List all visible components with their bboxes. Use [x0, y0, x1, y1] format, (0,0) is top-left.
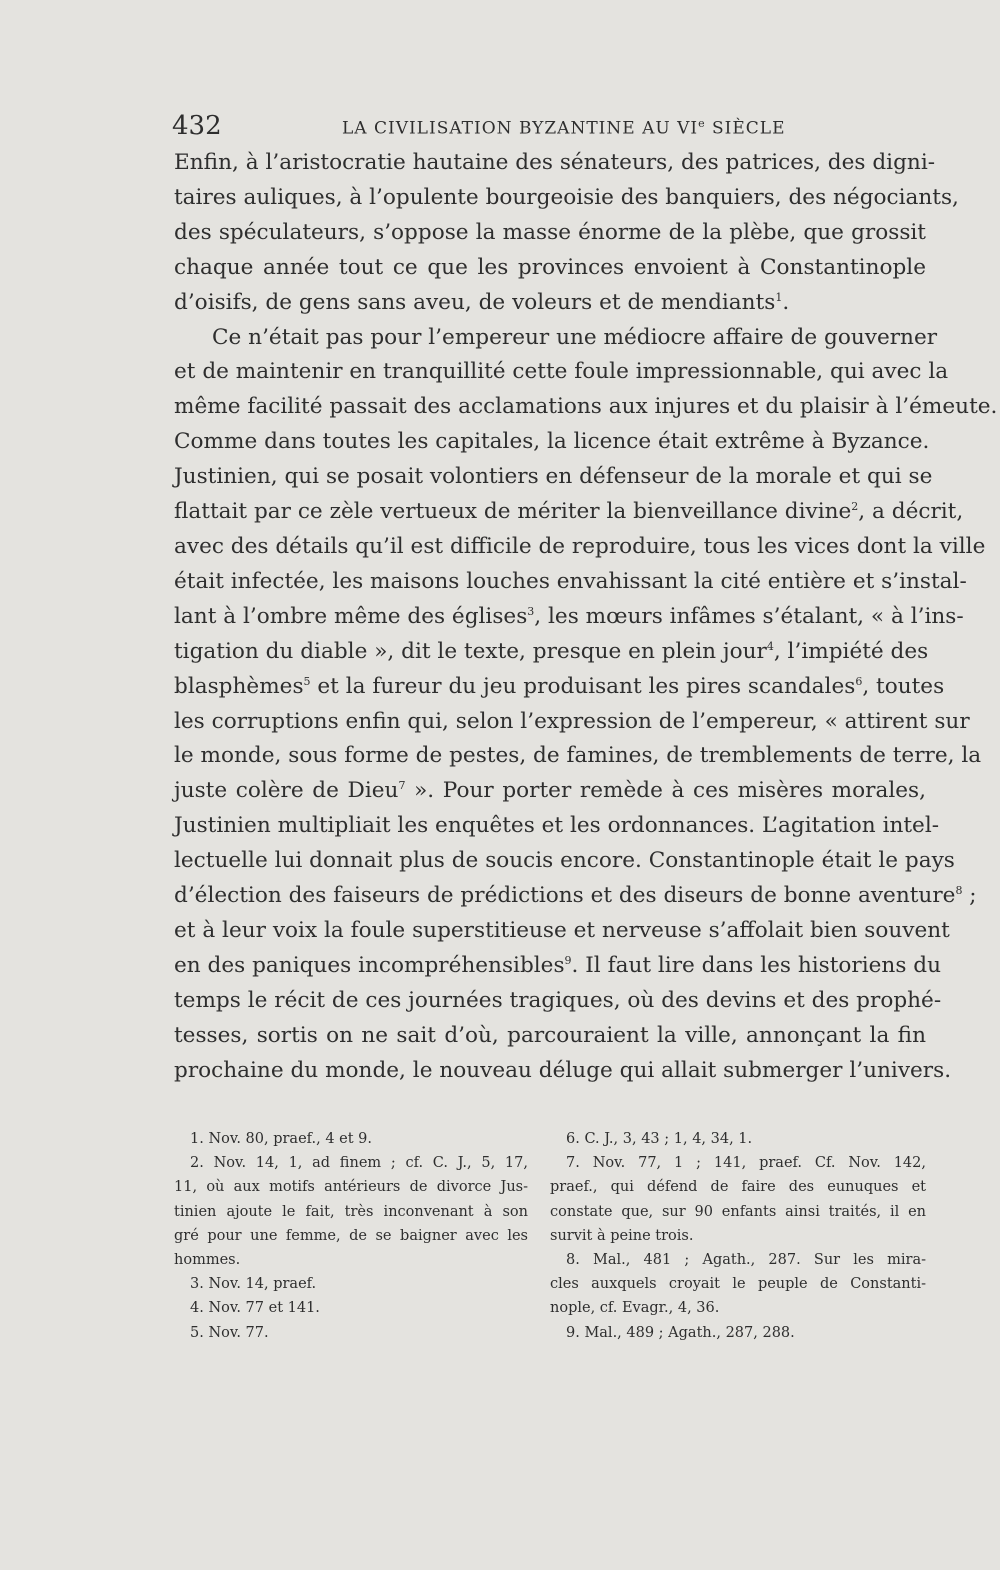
footnote-line: 11, où aux motifs antérieurs de divorce Jus-: [174, 1179, 528, 1196]
body-line-text: des spéculateurs, s’oppose la masse énorme de la plèbe, que grossit: [174, 219, 926, 245]
body-line: [174, 635, 929, 670]
body-line-text: Justinien, qui se posait volontiers en défenseur de la morale et qui se: [174, 464, 933, 490]
body-line-text: juste colère de Dieu: [174, 778, 399, 804]
body-line-text: , l’impiété des: [773, 638, 929, 664]
footnote-ref: 1: [775, 290, 783, 304]
body-line-text: et à leur voix la foule superstitieuse et nerveuse s’affolait bien souvent: [174, 917, 950, 943]
body-line-text: et de maintenir en tranquillité cette foule impressionnable, qui avec la: [174, 359, 949, 385]
body-line: [174, 844, 955, 879]
body-line: [174, 1019, 926, 1054]
footnote-ref: 6: [855, 674, 863, 688]
body-line: [174, 774, 926, 809]
footnote-line: 9. Mal., 489 ; Agath., 287, 288.: [566, 1324, 795, 1341]
footnote-line: 2. Nov. 14, 1, ad finem ; cf. C. J., 5, 17,: [190, 1155, 528, 1172]
body-line-text: lant à l’ombre même des églises: [174, 603, 528, 629]
body-line-text: flattait par ce zèle vertueux de mériter la bienveillance divine: [174, 499, 852, 525]
footnote-line: hommes.: [174, 1252, 241, 1269]
footnote-line: constate que, sur 90 enfants ainsi traités, il en: [550, 1203, 926, 1220]
footnote-ref: 4: [766, 639, 774, 653]
body-line-text: lectuelle lui donnait plus de soucis encore. Constantinople était le pays: [174, 848, 955, 874]
footnote-line: 5. Nov. 77.: [190, 1324, 269, 1341]
page-number: 432: [172, 111, 222, 141]
body-line-text: Justinien multipliait les enquêtes et les ordonnances. L’agitation intel-: [174, 813, 940, 839]
page-header: [172, 111, 928, 141]
footnote-ref: 9: [564, 953, 572, 967]
body-line: [174, 949, 942, 984]
footnote-line: nople, cf. Evagr., 4, 36.: [550, 1300, 720, 1317]
body-line: [174, 181, 959, 216]
body-line-text: tigation du diable », dit le texte, presque en plein jour: [174, 638, 767, 664]
body-text: [174, 146, 998, 1088]
body-line: [174, 425, 930, 460]
body-line: [174, 705, 970, 740]
body-line-text: , toutes: [862, 673, 945, 699]
body-line: [174, 600, 964, 635]
body-line-text: , a décrit,: [858, 499, 964, 525]
body-line: [174, 146, 936, 181]
body-line: [174, 914, 950, 949]
body-line-text: même facilité passait des acclamations aux injures et du plaisir à l’émeute.: [174, 394, 998, 420]
footnote-ref: 3: [527, 604, 535, 618]
footnote-ref: 2: [851, 499, 859, 513]
body-line: [174, 530, 986, 565]
footnote-ref: 7: [398, 779, 406, 793]
footnote-ref: 8: [955, 883, 963, 897]
body-line: [174, 251, 926, 286]
body-line: [174, 355, 949, 390]
footnote-line: 3. Nov. 14, praef.: [190, 1276, 317, 1293]
footnote-line: gré pour une femme, de se baigner avec les: [174, 1227, 528, 1244]
body-line: [174, 390, 998, 425]
footnotes-left-column: [174, 1127, 528, 1345]
body-line-text: tesses, sortis on ne sait d’où, parcouraient la ville, annonçant la fin: [174, 1022, 926, 1048]
body-line-text: Comme dans toutes les capitales, la licence était extrême à Byzance.: [174, 429, 930, 455]
body-line: [174, 739, 982, 774]
body-line: [174, 495, 964, 530]
body-line-text: en des paniques incompréhensibles: [174, 952, 565, 978]
body-line-text: était infectée, les maisons louches envahissant la cité entière et s’instal-: [174, 568, 967, 594]
footnote-line: praef., qui défend de faire des eunuques et: [550, 1179, 926, 1196]
body-line: [174, 984, 942, 1019]
body-line-text: Enfin, à l’aristocratie hautaine des sénateurs, des patrices, des digni-: [174, 150, 936, 175]
body-line: [174, 286, 926, 321]
body-line-text: ;: [962, 883, 977, 909]
body-line: [174, 460, 933, 495]
footnotes-right-column: [550, 1127, 926, 1345]
body-line: [174, 670, 945, 705]
body-line-text: .: [782, 289, 790, 315]
body-line: [174, 565, 967, 600]
footnote-line: tinien ajoute le fait, très inconvenant à son: [174, 1203, 528, 1220]
body-line-text: prochaine du monde, le nouveau déluge qui allait submerger l’univers.: [174, 1057, 952, 1083]
body-line-text: le monde, sous forme de pestes, de famines, de tremblements de terre, la: [174, 743, 982, 769]
body-line-text: ». Pour porter remède à ces misères morales,: [405, 778, 926, 804]
body-line-text: Ce n’était pas pour l’empereur une médiocre affaire de gouverner: [212, 324, 938, 350]
footnote-ref: 5: [303, 674, 311, 688]
footnote-line: 7. Nov. 77, 1 ; 141, praef. Cf. Nov. 142,: [566, 1155, 926, 1172]
body-line-text: d’élection des faiseurs de prédictions et des diseurs de bonne aventure: [174, 883, 956, 909]
footnote-line: 8. Mal., 481 ; Agath., 287. Sur les mira-: [566, 1252, 926, 1269]
footnote-line: 4. Nov. 77 et 141.: [190, 1300, 320, 1317]
body-line-text: , les mœurs infâmes s’étalant, « à l’ins-: [534, 603, 964, 629]
body-line-text: blasphèmes: [174, 673, 304, 699]
body-line-text: et la fureur du jeu produisant les pires scandales: [310, 673, 856, 699]
body-line: [174, 1054, 952, 1089]
footnote-line: cles auxquels croyait le peuple de Constanti-: [550, 1276, 926, 1293]
body-line: [174, 809, 940, 844]
body-line-text: avec des détails qu’il est difficile de reproduire, tous les vices dont la ville: [174, 533, 986, 559]
body-line: [174, 879, 977, 914]
body-line-text: les corruptions enfin qui, selon l’expression de l’empereur, « attirent sur: [174, 708, 970, 734]
body-line-text: . Il faut lire dans les historiens du: [571, 952, 942, 978]
footnote-line: 6. C. J., 3, 43 ; 1, 4, 34, 1.: [566, 1131, 753, 1147]
body-line-text: chaque année tout ce que les provinces envoient à Constantinople: [174, 254, 926, 280]
body-line: [174, 321, 938, 356]
footnote-line: survit à peine trois.: [550, 1227, 694, 1244]
running-head: LA CIVILISATION BYZANTINE AU VIe SIÈCLE: [342, 117, 786, 139]
body-line-text: temps le récit de ces journées tragiques, où des devins et des prophé-: [174, 987, 942, 1013]
body-line-text: d’oisifs, de gens sans aveu, de voleurs et de mendiants: [174, 289, 776, 315]
footnote-line: 1. Nov. 80, praef., 4 et 9.: [190, 1131, 373, 1147]
body-line: [174, 216, 926, 251]
body-line-text: taires auliques, à l’opulente bourgeoisie des banquiers, des négociants,: [174, 184, 959, 210]
